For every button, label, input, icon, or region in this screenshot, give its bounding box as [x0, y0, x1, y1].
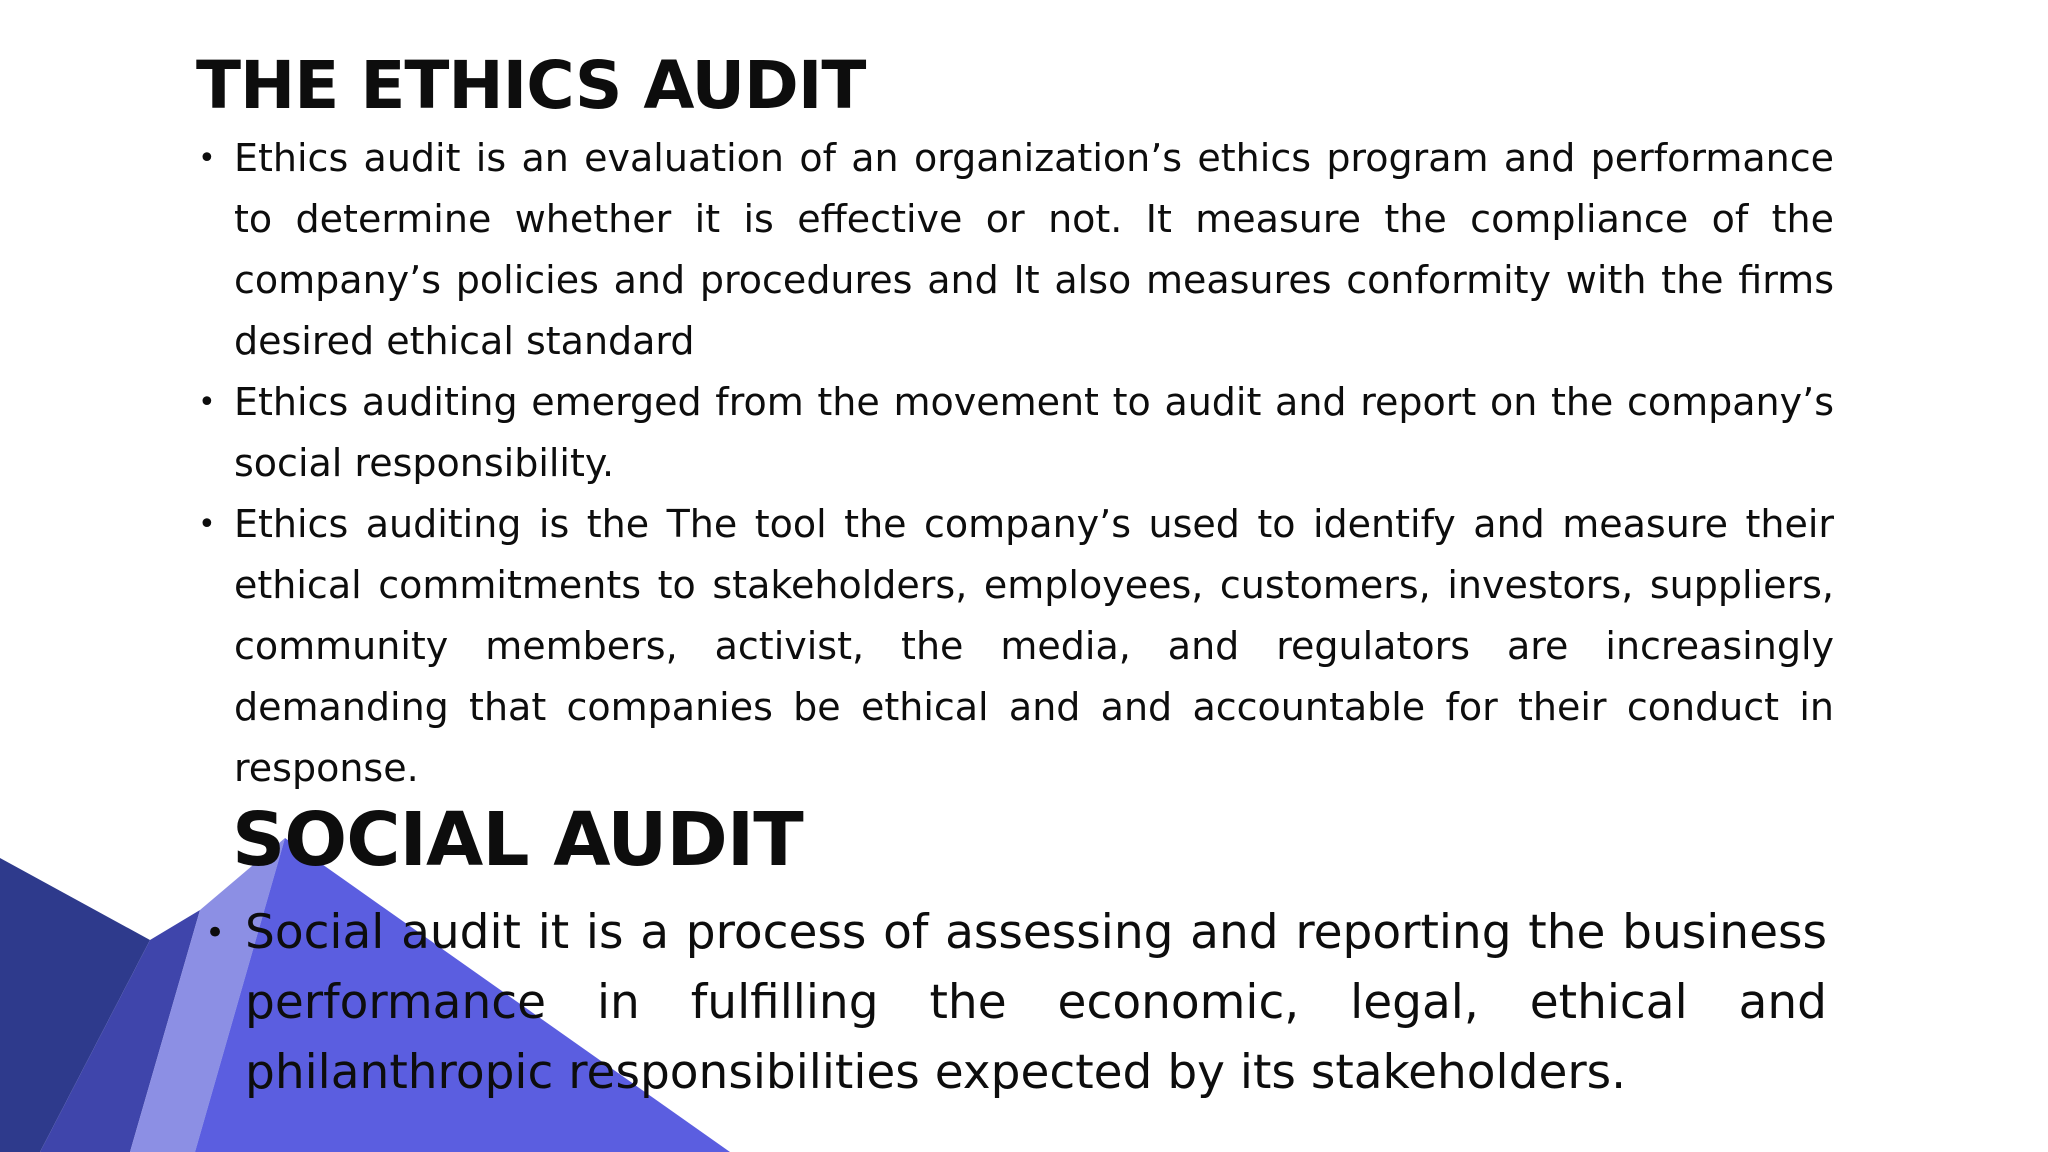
- bullet-dot-icon: •: [198, 507, 216, 542]
- bullet-text: Ethics audit is an evaluation of an organization’s ethics program and performance to determine whether it is effective or not. It measure the compliance of the company’s policies and procedures and It also measures conformity with the firms desired ethical standard: [234, 136, 1834, 363]
- bullet-dot-icon: •: [205, 913, 226, 953]
- bullet-dot-icon: •: [198, 385, 216, 420]
- bullet-text: Ethics auditing emerged from the movement to audit and report on the company’s social responsibility.: [234, 380, 1834, 485]
- bullet-text: Social audit it is a process of assessing and reporting the business performance in fulfilling the economic, legal, ethical and philanthropic responsibilities expected by its stakeholders.: [245, 905, 1827, 1100]
- list-item: [198, 372, 1834, 494]
- social-bullet-list: [205, 898, 1827, 1108]
- list-item: [198, 128, 1834, 372]
- bullet-dot-icon: •: [198, 141, 216, 176]
- ethics-audit-title: THE ETHICS AUDIT: [196, 47, 866, 124]
- list-item: [205, 898, 1827, 1108]
- bullet-text: Ethics auditing is the The tool the company’s used to identify and measure their ethical commitments to stakeholders, employees, customers, investors, suppliers, community members, activist, the media, and regulators are increasingly demanding that companies be ethical and and accountable for their conduct in response.: [234, 502, 1834, 790]
- social-audit-title: SOCIAL AUDIT: [232, 797, 803, 883]
- ethics-bullet-list: [198, 128, 1834, 799]
- list-item: [198, 494, 1834, 799]
